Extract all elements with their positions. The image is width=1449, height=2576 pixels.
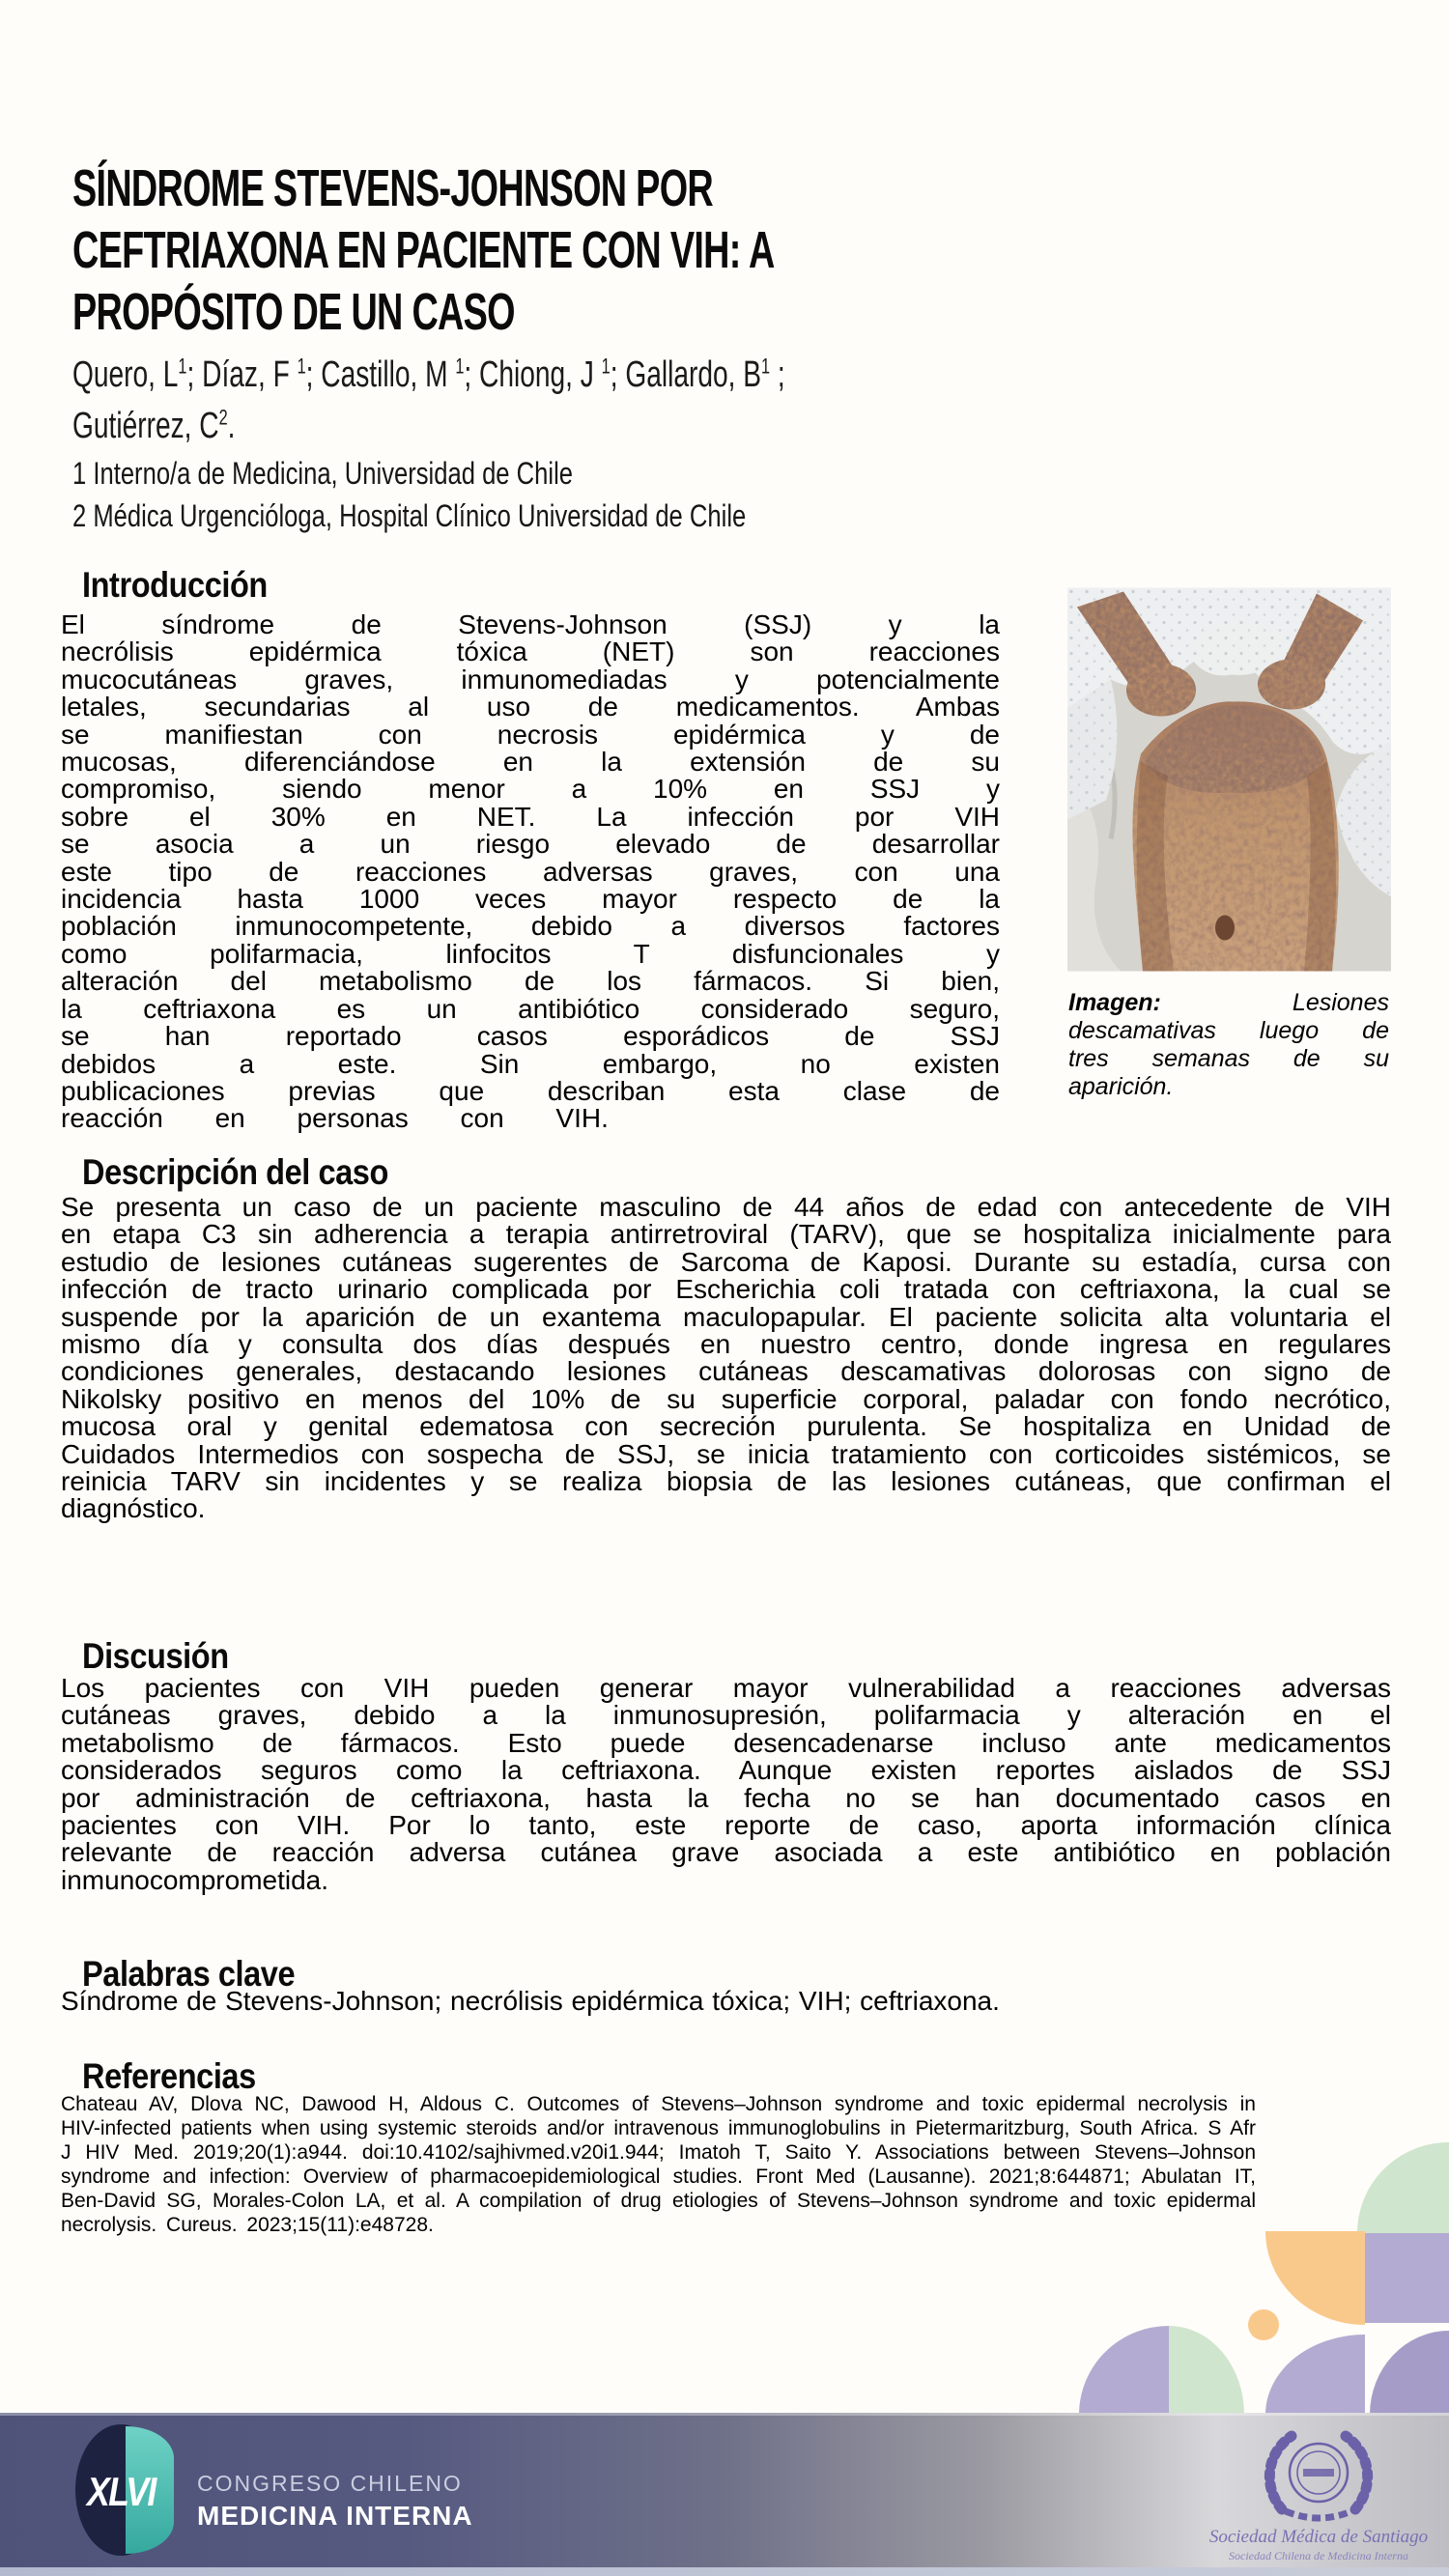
torso: [1132, 701, 1338, 971]
laurel-seal-icon: [1212, 2428, 1425, 2525]
referencias-body: Chateau AV, Dlova NC, Dawood H, Aldous C. Outcomes of Stevens–Johnson syndrome and toxic epidermal necrolysis in HIV-infected patients when using systemic steroids and/or intravenous immunoglobulins in Pietermaritzburg, South Africa. S Afr J HIV Med. 2019;20(1):a944. doi:10.4102/sajhivmed.v20i1.944; Imatoh T, Saito Y. Associations between Stevens–Johnson syndrome and infection: Overview of pharmacoepidemiological studies. Front Med (Lausanne). 2021;8:644871; Abulatan IT, Ben-David SG, Morales-Colon LA, et al. A compilation of drug etiologies of Stevens–Johnson syndrome and toxic epidermal necrolysis. Cureus. 2023;15(11):e48728.: [61, 2093, 1256, 2236]
section-heading-introduccion: Introducción: [82, 565, 268, 605]
congress-logo: [75, 2424, 616, 2560]
section-heading-palabras-clave: Palabras clave: [82, 1954, 296, 1994]
author-line: Gutiérrez, $C^2$.: [72, 405, 236, 446]
figure-caption-text: Lesiones descamativas luego de tres semanas de su aparición.: [1068, 989, 1389, 1100]
society-logo: [1193, 2428, 1444, 2571]
clinical-photo-illustration: [1067, 587, 1391, 972]
section-heading-descripcion: Descripción del caso: [82, 1152, 388, 1192]
affiliation-list: [72, 452, 915, 537]
congress-logo-icon: [75, 2424, 176, 2556]
introduccion-body: El síndrome de Stevens-Johnson (SSJ) y la necrólisis epidérmica tóxica (NET) son reacciones mucocutáneas graves, inmunomediadas y potencialmente letales, secundarias al uso de medicamentos. Ambas se manifiestan con necrosis epidérmica y de mucosas, diferenciándose en la extensión de su compromiso, siendo menor a 10% en SSJ y sobre el 30% en NET. La infección por VIH se asocia a un riesgo elevado de desarrollar este tipo de reacciones adversas graves, con una incidencia hasta 1000 veces mayor respecto de la población inmunocompetente, debido a diversos factores como polifarmacia, linfocitos T disfuncionales y alteración del metabolismo de los fármacos. Si bien, la ceftriaxona es un antibiótico considerado seguro, se han reportado casos esporádicos de SSJ debidos a este. Sin embargo, no existen publicaciones previas que describan esta clase de reacción en personas con VIH.: [61, 609, 1000, 1134]
descripcion-body: Se presenta un caso de un paciente masculino de 44 años de edad con antecedente de VIH en etapa C3 sin adherencia a terapia antirretroviral (TARV), que se hospitaliza inicialmente para estudio de lesiones cutáneas sugerentes de Sarcoma de Kaposi. Durante su estadía, cursa con infección de tracto urinario complicada por Escherichia coli tratada con ceftriaxona, la cual se suspende por la aparición de un exantema maculopapular. El paciente solicita alta voluntaria el mismo día y consulta dos días después en nuestro centro, donde ingresa en regulares condiciones generales, destacando lesiones cutáneas descamativas dolorosas con signo de Nikolsky positivo en menos del 10% de su superficie corporal, paladar con fondo necrótico, mucosa oral y genital edematosa con secreción purulenta. Se hospitaliza en Unidad de Cuidados Intermedios con sospecha de SSJ, se inicia tratamiento con corticoides sistémicos, se reinicia TARV sin incidentes y se realiza biopsia de las lesiones cutáneas, que confirman el diagnóstico.: [61, 1192, 1391, 1524]
figure-caption: [1068, 989, 1389, 1101]
decor-dome-lavender-left: [1079, 2326, 1169, 2415]
title-line-3: PROPÓSITO DE UN CASO: [72, 283, 515, 341]
clinical-photo: [1067, 587, 1391, 972]
title-line-2: CEFTRIAXONA EN PACIENTE CON VIH: A: [72, 221, 775, 279]
decor-quarter-circle-lavender-right: [1370, 2331, 1449, 2415]
author-line: Quero, $L^1$; Díaz, F $^1$; Castillo, M $^1$; Chiong, J $^1$; Gallardo, $B^1$ ;: [72, 354, 785, 395]
decor-quarter-circle-orange: [1265, 2231, 1365, 2325]
palabras-clave-body: Síndrome de Stevens-Johnson; necrólisis epidérmica tóxica; VIH; ceftriaxona.: [61, 1986, 1000, 2016]
figure-caption-label: Imagen:: [1068, 989, 1161, 1016]
society-subtitle: Sociedad Chilena de Medicina Interna: [1229, 2549, 1408, 2562]
author-list: [72, 350, 1036, 452]
congress-line-1: CONGRESO CHILENO: [197, 2471, 463, 2496]
navel: [1215, 916, 1235, 941]
decor-quarter-circle-green-top: [1357, 2142, 1449, 2233]
decor-dome-lavender-middle: [1265, 2335, 1365, 2415]
decor-dome-green: [1169, 2326, 1244, 2415]
decor-dot-orange: [1248, 2309, 1279, 2340]
section-heading-discusion: Discusión: [82, 1636, 229, 1676]
society-name: Sociedad Médica de Santiago: [1208, 2527, 1429, 2547]
affiliation-1: 1 Interno/a de Medicina, Universidad de Chile: [72, 456, 573, 491]
section-heading-referencias: Referencias: [82, 2056, 256, 2096]
congress-wordmark: [197, 2471, 473, 2532]
congress-numeral: XLVI: [87, 2469, 156, 2514]
affiliation-2: 2 Médica Urgencióloga, Hospital Clínico Universidad de Chile: [72, 498, 747, 533]
title-line-1: SÍNDROME STEVENS-JOHNSON POR: [72, 159, 713, 217]
decor-square-lavender: [1365, 2233, 1449, 2323]
congress-line-2: MEDICINA INTERNA: [197, 2501, 473, 2531]
page-title: [72, 157, 1075, 343]
discusion-body: Los pacientes con VIH pueden generar mayor vulnerabilidad a reacciones adversas cutáneas graves, debido a la inmunosupresión, polifarmacia y alteración en el metabolismo de fármacos. Esto puede desencadenarse incluso ante medicamentos considerados seguros como la ceftriaxona. Aunque existen reportes aislados de SSJ por administración de ceftriaxona, hasta la fecha no se han documentado casos en pacientes con VIH. Por lo tanto, este reporte de caso, aporta información clínica relevante de reacción adversa cutánea grave asociada a este antibiótico en población inmunocomprometida.: [61, 1673, 1391, 1895]
